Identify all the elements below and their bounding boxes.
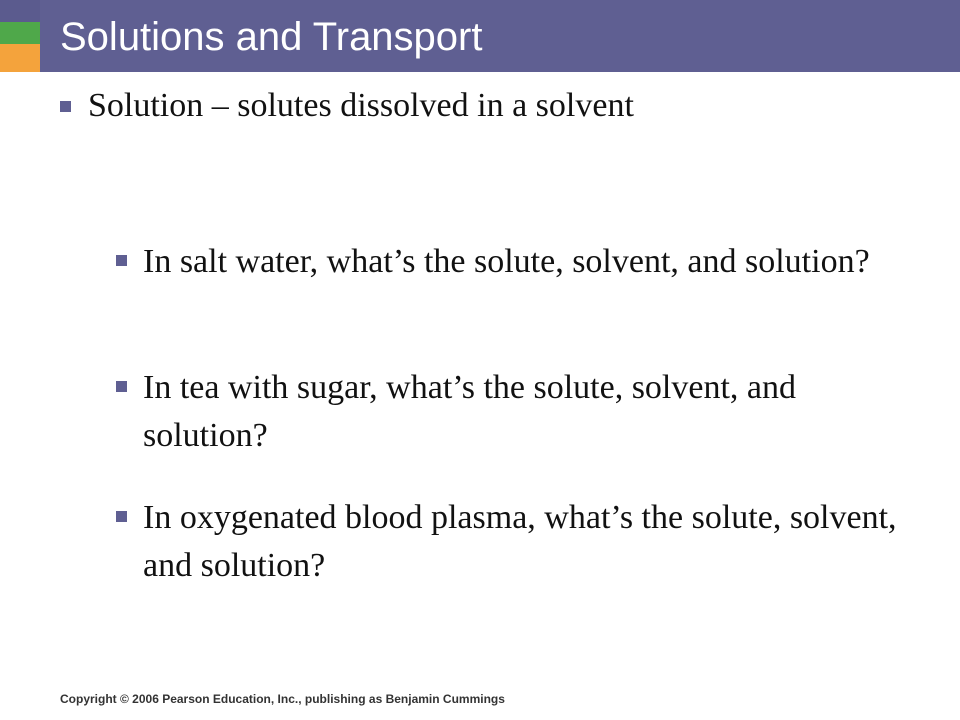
square-bullet-icon — [60, 101, 71, 112]
sub-bullet-item — [116, 364, 916, 460]
square-bullet-icon — [116, 511, 127, 522]
slide-title: Solutions and Transport — [60, 15, 483, 59]
bullet-item — [60, 84, 920, 128]
accent-block-orange — [0, 44, 40, 72]
sub-bullet-text: In oxygenated blood plasma, what’s the solute, solvent, and solution? — [143, 499, 897, 584]
bullet-text: Solution – solutes dissolved in a solvent — [88, 87, 634, 124]
copyright-footer: Copyright © 2006 Pearson Education, Inc., publishing as Benjamin Cummings — [60, 692, 505, 706]
sub-bullet-item — [116, 494, 916, 590]
sub-bullet-text: In tea with sugar, what’s the solute, solvent, and solution? — [143, 369, 797, 454]
accent-block-purple — [0, 0, 40, 22]
square-bullet-icon — [116, 255, 127, 266]
sub-bullet-text: In salt water, what’s the solute, solvent, and solution? — [143, 243, 870, 280]
square-bullet-icon — [116, 381, 127, 392]
accent-block-green — [0, 22, 40, 44]
sub-bullet-item — [116, 238, 916, 286]
